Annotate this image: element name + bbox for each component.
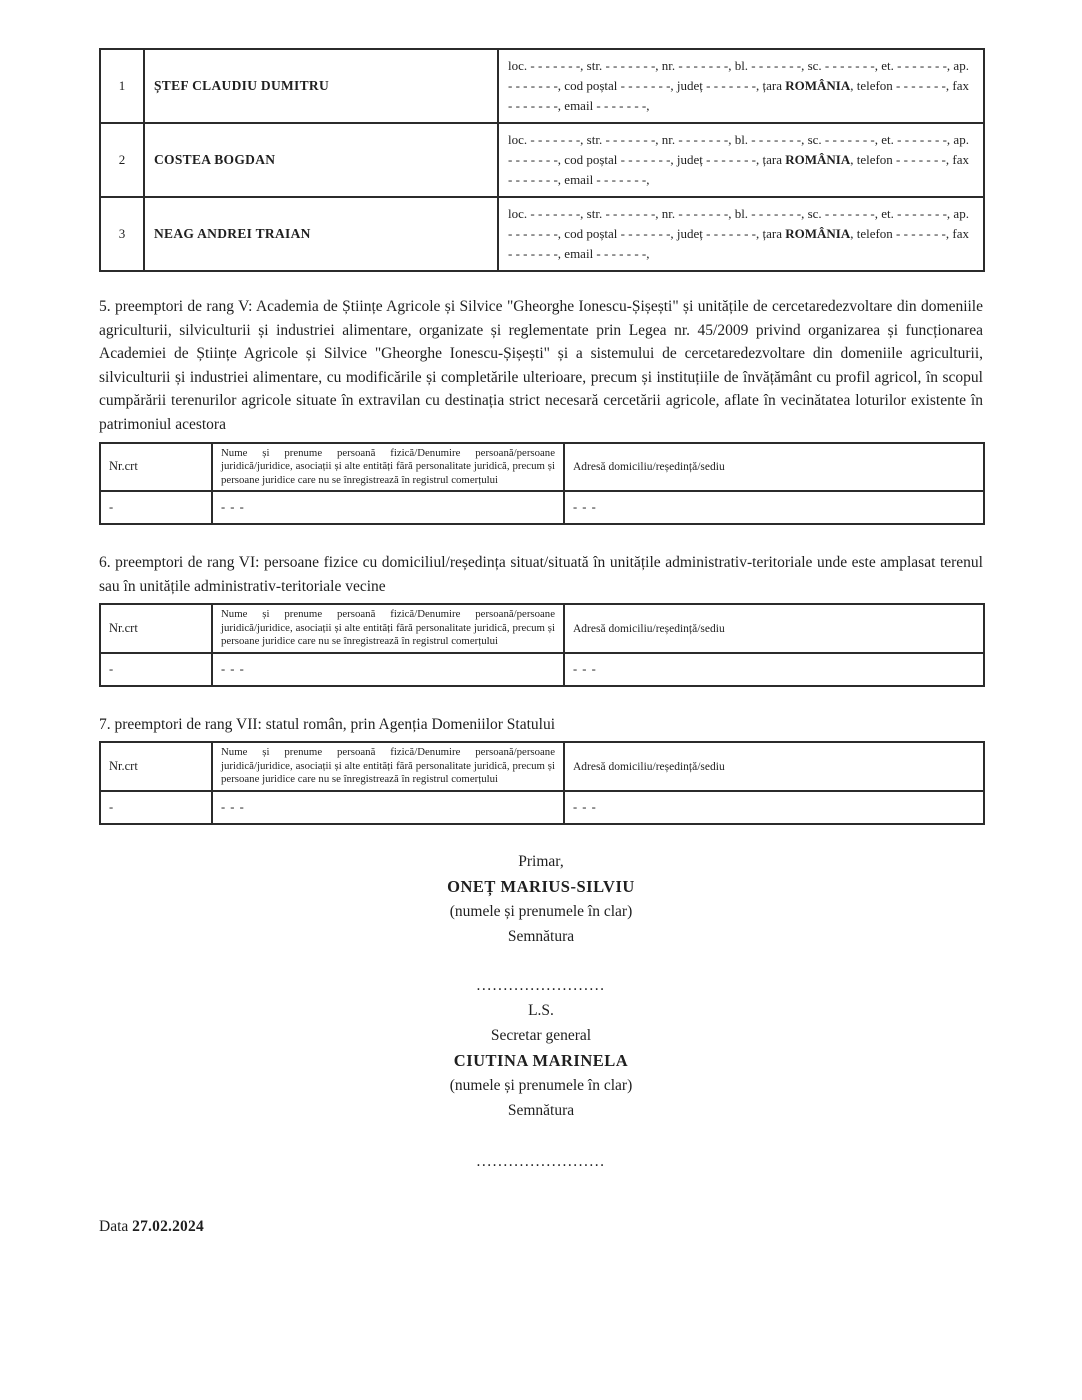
preemptor-table-rank-7 [99, 741, 985, 825]
empty-name: - - - [212, 491, 564, 524]
date-value: 27.02.2024 [132, 1217, 204, 1235]
signature-block [99, 849, 983, 1174]
empty-address: - - - [564, 653, 984, 686]
date-line [99, 1218, 983, 1236]
header-name: Nume și prenume persoană fizică/Denumire persoană/persoane juridică/juridice, asociații și alte entități fără personalitate juridică, precum și persoane juridice care nu se înregistrează în registrul comerțului [212, 443, 564, 492]
table-row [100, 123, 984, 197]
address-cell [498, 197, 984, 271]
header-address: Adresă domiciliu/reședință/sediu [564, 443, 984, 492]
header-nr-crt: Nr.crt [100, 604, 212, 653]
signature-label: Semnătura [507, 927, 575, 945]
header-nr-crt: Nr.crt [100, 742, 212, 791]
row-number: 2 [100, 123, 144, 197]
header-nr-crt: Nr.crt [100, 443, 212, 492]
empty-name: - - - [212, 653, 564, 686]
secretar-name: CIUTINA MARINELA [453, 1050, 629, 1070]
date-label: Data [99, 1217, 129, 1235]
empty-name: - - - [212, 791, 564, 824]
section-5-paragraph: 5. preemptori de rang V: Academia de Științe Agricole și Silvice "Gheorghe Ionescu-Șișești" și unitățile de cercetaredezvoltare din domeniile agriculturii, silviculturii și industriei alimentare, organizate și reglementate prin Legea nr. 45/2009 privind organizarea și funcționarea Academiei de Științe Agricole și Silvice "Gheorghe Ionescu-Șișești" și a sistemului de cercetaredezvoltare din domeniile agriculturii, silviculturii și industriei alimentare, cu modificările și completările ulterioare, precum și instituțiile de învățământ cu profil agricol, în scopul cumpărării terenurilor agricole situate în extravilan cu destinația strict necesară cercetării agricole, aflate în vecinătatea loturilor existente în patrimoniul acestora [99, 298, 983, 433]
name-note: (numele și prenumele în clar) [449, 902, 633, 920]
signature-label: Semnătura [507, 1101, 575, 1119]
empty-nr: - [100, 653, 212, 686]
table-header-row [100, 742, 984, 791]
row-number: 1 [100, 49, 144, 123]
table-row [100, 197, 984, 271]
address-suffix: , telefon - - - - - - -, fax - - - - - - -, email - - - - - - -, [508, 226, 969, 261]
table-row [100, 491, 984, 524]
address-prefix: loc. - - - - - - -, str. - - - - - - -, nr. - - - - - - -, bl. - - - - - - -, sc. - - - - - - -, et. - - - - - - -, ap. - - - - - - -, cod poștal - - - - - - -, județ - - - - - - -, țara [508, 58, 969, 93]
address-country: ROMÂNIA [785, 226, 851, 241]
address-prefix: loc. - - - - - - -, str. - - - - - - -, nr. - - - - - - -, bl. - - - - - - -, sc. - - - - - - -, et. - - - - - - -, ap. - - - - - - -, cod poștal - - - - - - -, județ - - - - - - -, țara [508, 206, 969, 241]
table-header-row [100, 604, 984, 653]
primar-title: Primar, [518, 852, 564, 870]
preemptor-table-rank-5 [99, 442, 985, 526]
name-note: (numele și prenumele în clar) [449, 1076, 633, 1094]
section-7-paragraph: 7. preemptori de rang VII: statul român, prin Agenția Domeniilor Statului [99, 715, 556, 733]
address-cell [498, 49, 984, 123]
primar-name: ONEȚ MARIUS-SILVIU [447, 876, 635, 896]
signature-dots: ........................ [476, 1152, 606, 1170]
address-suffix: , telefon - - - - - - -, fax - - - - - - -, email - - - - - - -, [508, 78, 969, 113]
ls-label: L.S. [528, 1001, 554, 1019]
table-row [100, 653, 984, 686]
person-name: COSTEA BOGDAN [144, 123, 498, 197]
person-name: ȘTEF CLAUDIU DUMITRU [144, 49, 498, 123]
row-number: 3 [100, 197, 144, 271]
preemptor-table-rank-6 [99, 603, 985, 687]
header-name: Nume și prenume persoană fizică/Denumire persoană/persoane juridică/juridice, asociații și alte entități fără personalitate juridică, precum și persoane juridice care nu se înregistrează în registrul comerțului [212, 604, 564, 653]
empty-address: - - - [564, 491, 984, 524]
header-name: Nume și prenume persoană fizică/Denumire persoană/persoane juridică/juridice, asociații și alte entități fără personalitate juridică, precum și persoane juridice care nu se înregistrează în registrul comerțului [212, 742, 564, 791]
section-6-paragraph: 6. preemptori de rang VI: persoane fizice cu domiciliul/reședința situat/situată în unitățile administrativ-teritoriale unde este amplasat terenul sau în unitățile administrativ-teritoriale vecine [99, 554, 983, 595]
table-row [100, 791, 984, 824]
address-cell [498, 123, 984, 197]
address-suffix: , telefon - - - - - - -, fax - - - - - - -, email - - - - - - -, [508, 152, 969, 187]
signature-dots: ........................ [476, 976, 606, 994]
header-address: Adresă domiciliu/reședință/sediu [564, 604, 984, 653]
header-address: Adresă domiciliu/reședință/sediu [564, 742, 984, 791]
table-row [100, 49, 984, 123]
person-name: NEAG ANDREI TRAIAN [144, 197, 498, 271]
address-prefix: loc. - - - - - - -, str. - - - - - - -, nr. - - - - - - -, bl. - - - - - - -, sc. - - - - - - -, et. - - - - - - -, ap. - - - - - - -, cod poștal - - - - - - -, județ - - - - - - -, țara [508, 132, 969, 167]
empty-nr: - [100, 791, 212, 824]
address-country: ROMÂNIA [785, 152, 851, 167]
secretar-title: Secretar general [490, 1026, 592, 1044]
table-header-row [100, 443, 984, 492]
address-country: ROMÂNIA [785, 78, 851, 93]
persons-table [99, 48, 985, 272]
empty-address: - - - [564, 791, 984, 824]
empty-nr: - [100, 491, 212, 524]
